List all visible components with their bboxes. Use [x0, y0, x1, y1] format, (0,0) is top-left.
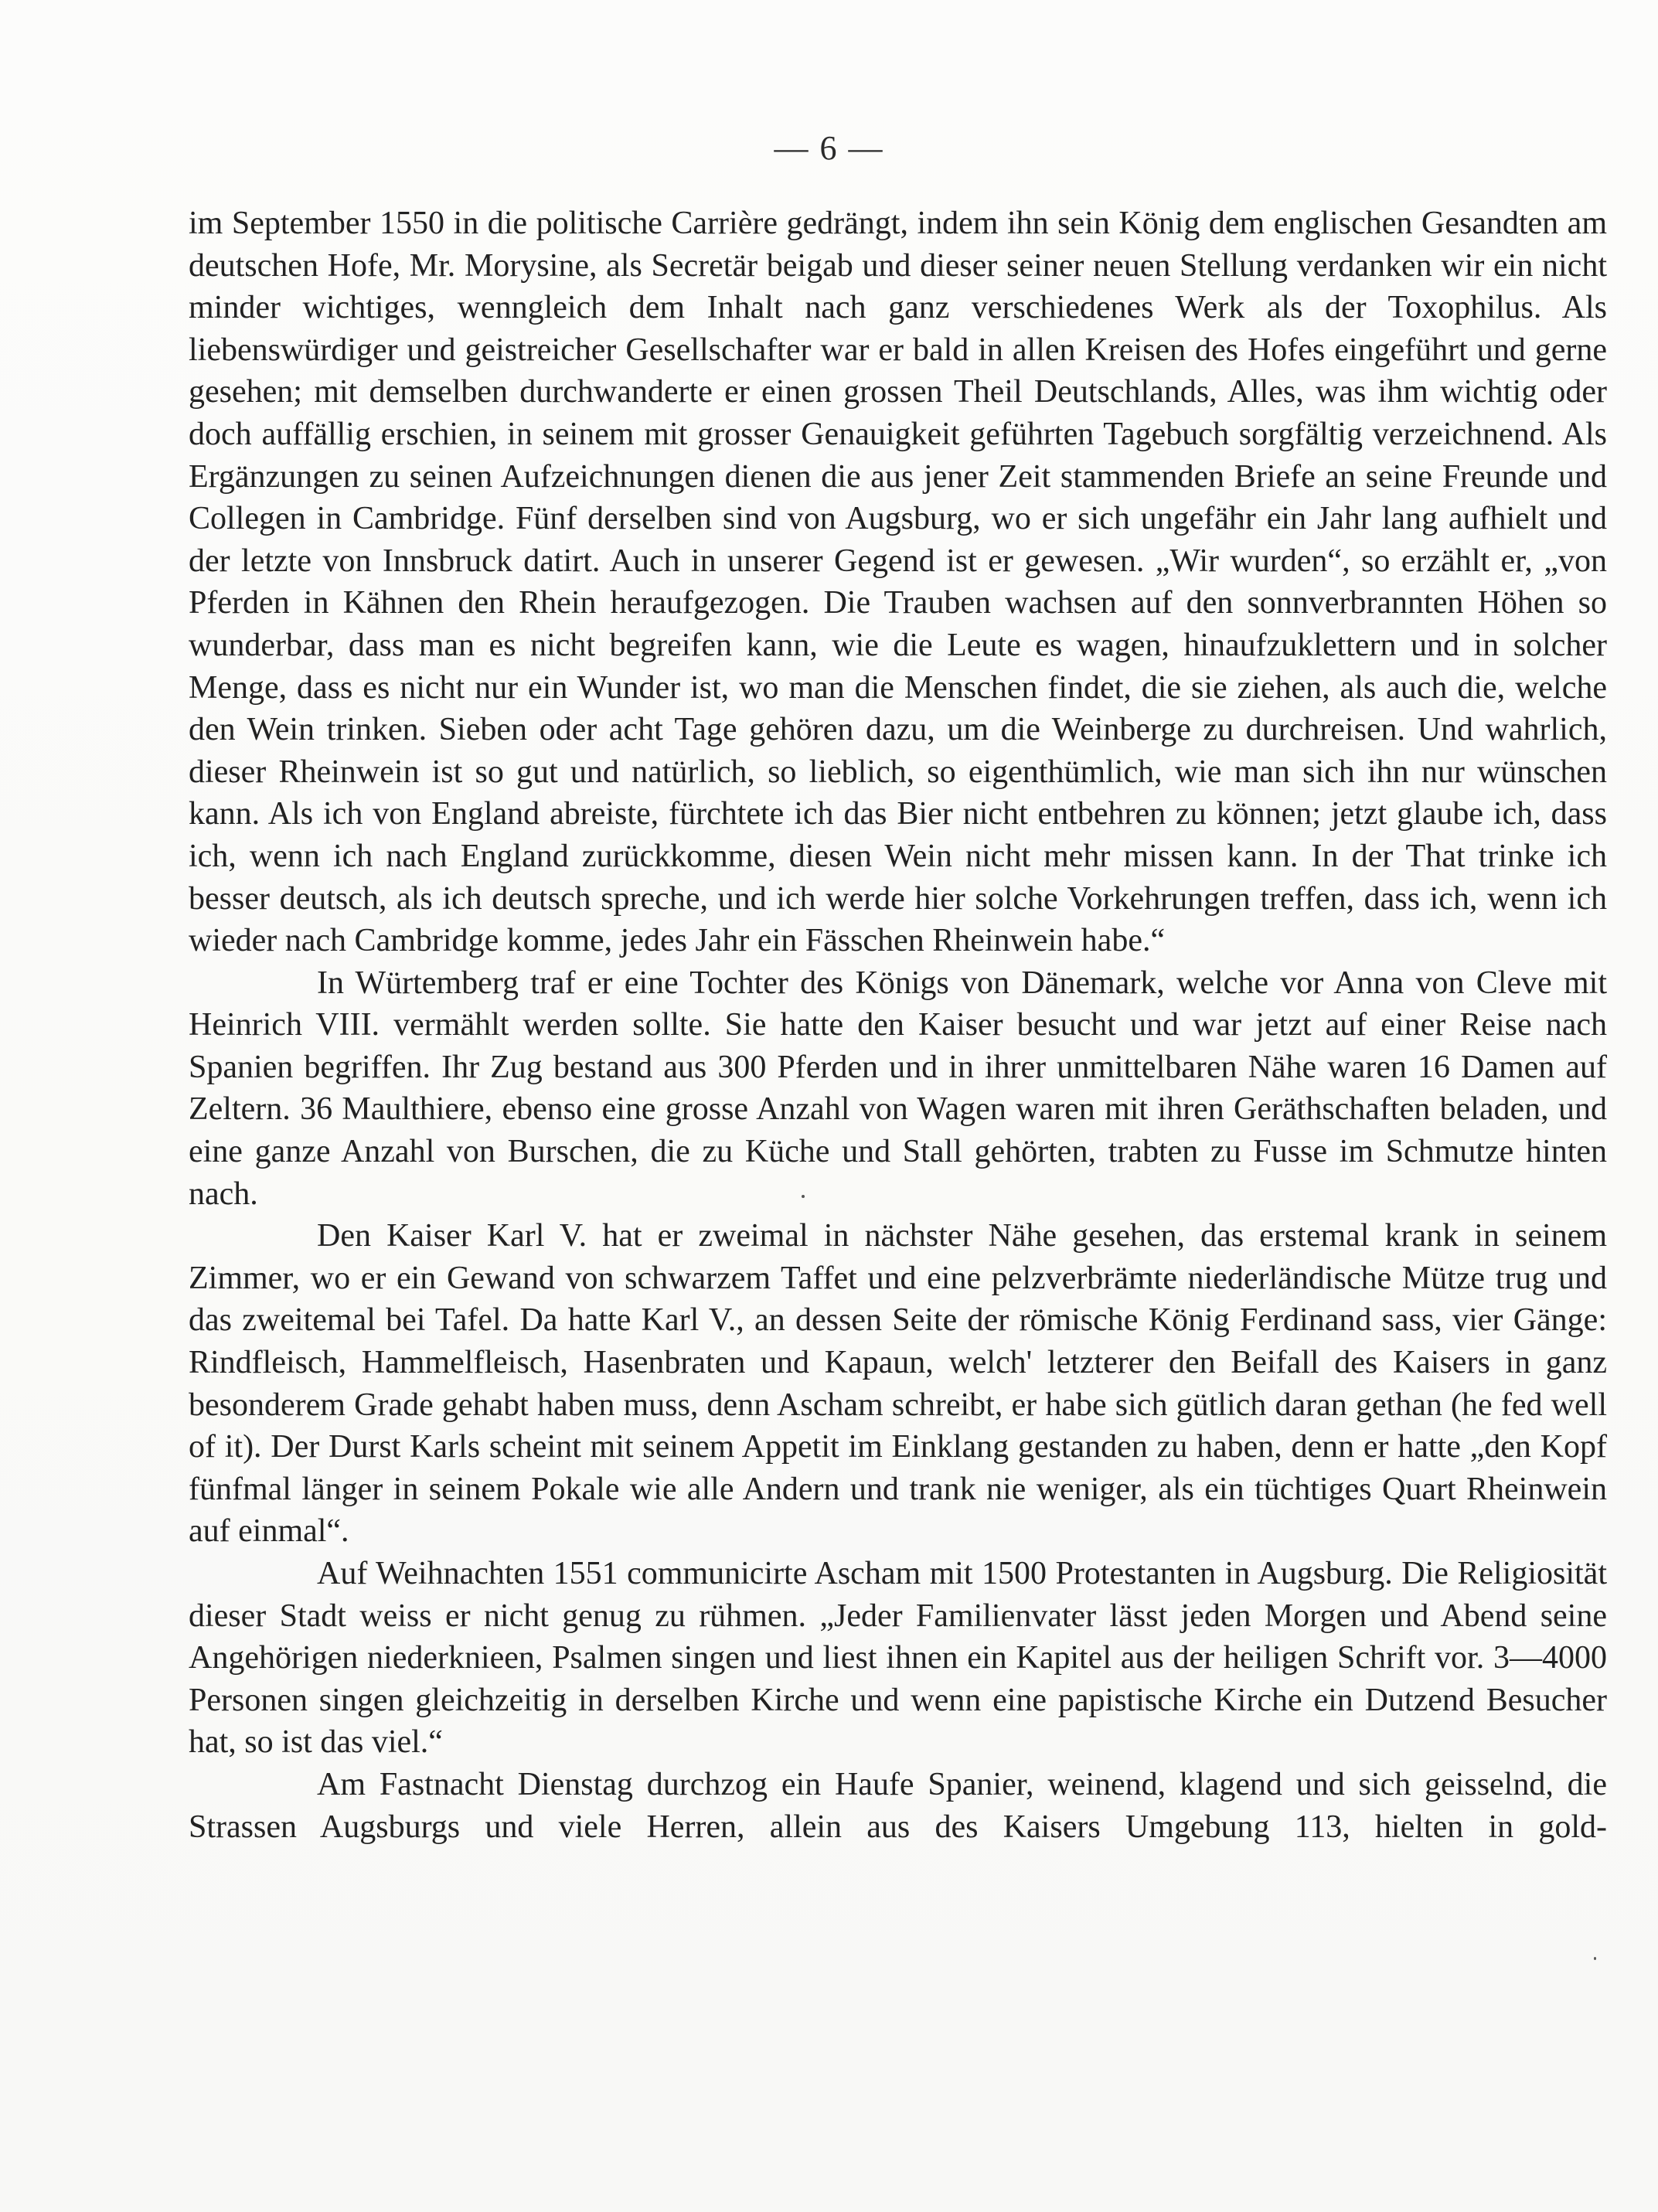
body-text [189, 202, 1607, 1848]
paragraph-2: In Würtemberg traf er eine Tochter des Königs von Dänemark, welche vor Anna von Cleve mit Heinrich VIII. vermählt werden sollte. Sie hatte den Kaiser besucht und war jetzt auf einer Reise nach Spanien begriffen. Ihr Zug bestand aus 300 Pferden und in ihrer unmittelbaren Nähe waren 16 Damen auf Zeltern. 36 Maulthiere, ebenso eine grosse Anzahl von Wagen waren mit ihren Geräthschaften beladen, und eine ganze Anzahl von Burschen, die zu Küche und Stall gehörten, trabten zu Fusse im Schmutze hinten nach. [189, 965, 1607, 1212]
paragraph-3: Den Kaiser Karl V. hat er zweimal in nächster Nähe gesehen, das erstemal krank in seinem Zimmer, wo er ein Gewand von schwarzem Taffet und eine pelzverbrämte niederländische Mütze trug und das zweitemal bei Tafel. Da hatte Karl V., an dessen Seite der römische König Ferdinand sass, vier Gänge: Rindfleisch, Hammelfleisch, Hasenbraten und Kapaun, welch' letzterer den Beifall des Kaisers in ganz besonderem Grade gehabt haben muss, denn Ascham schreibt, er habe sich gütlich daran gethan (he fed well of it). Der Durst Karls scheint mit seinem Appetit im Einklang gestanden zu haben, denn er hatte „den Kopf fünfmal länger in seinem Pokale wie alle Andern und trank nie weniger, als ein tüchtiges Quart Rheinwein auf einmal“. [189, 1218, 1607, 1550]
ink-speck [1594, 1957, 1596, 1960]
ink-speck [802, 1195, 805, 1198]
paragraph-1: im September 1550 in die politische Carrière gedrängt, indem ihn sein König dem englischen Gesandten am deutschen Hofe, Mr. Morysine, als Secretär beigab und dieser seiner neuen Stellung verdanken wir ein nicht minder wichtiges, wenngleich dem Inhalt nach ganz verschiedenes Werk als der Toxophilus. Als liebenswürdiger und geistreicher Gesellschafter war er bald in allen Kreisen des Hofes eingeführt und gerne gesehen; mit demselben durchwanderte er einen grossen Theil Deutschlands, Alles, was ihm wichtig oder doch auffällig erschien, in seinem mit grosser Genauigkeit geführten Tagebuch sorgfältig verzeichnend. Als Ergänzungen zu seinen Aufzeichnungen dienen die aus jener Zeit stammenden Briefe an seine Freunde und Collegen in Cambridge. Fünf derselben sind von Augsburg, wo er sich ungefähr ein Jahr lang aufhielt und der letzte von Innsbruck datirt. Auch in unserer Gegend ist er gewesen. „Wir wurden“, so erzählt er, „von Pferden in Kähnen den Rhein heraufgezogen. Die Trauben wachsen auf den sonnverbrannten Höhen so wunderbar, dass man es nicht begreifen kann, wie die Leute es wagen, hinaufzuklettern und in solcher Menge, dass es nicht nur ein Wunder ist, wo man die Menschen findet, die sie ziehen, als auch die, welche den Wein trinken. Sieben oder acht Tage gehören dazu, um die Weinberge zu durchreisen. Und wahrlich, dieser Rheinwein ist so gut und natürlich, so lieblich, so eigenthümlich, wie man sich ihn nur wünschen kann. Als ich von England abreiste, fürchtete ich das Bier nicht entbehren zu können; jetzt glaube ich, dass ich, wenn ich nach England zurückkomme, diesen Wein nicht mehr missen kann. In der That trinke ich besser deutsch, als ich deutsch spreche, und ich werde hier solche Vorkehrungen treffen, dass ich, wenn ich wieder nach Cambridge komme, jedes Jahr ein Fässchen Rheinwein habe.“ [189, 206, 1607, 959]
paragraph-4: Auf Weihnachten 1551 communicirte Ascham mit 1500 Protestanten in Augsburg. Die Religiosität dieser Stadt weiss er nicht genug zu rühmen. „Jeder Familienvater lässt jeden Morgen und Abend seine Angehörigen niederknieen, Psalmen singen und liest ihnen ein Kapitel aus der heiligen Schrift vor. 3—4000 Personen singen gleichzeitig in derselben Kirche und wenn eine papistische Kirche ein Dutzend Besucher hat, so ist das viel.“ [189, 1556, 1607, 1761]
page-number: — 6 — [774, 129, 884, 167]
paragraph-5: Am Fastnacht Dienstag durchzog ein Haufe Spanier, weinend, klagend und sich geisselnd, die Strassen Augsburgs und viele Herren, allein aus des Kaisers Umgebung 113, hielten in gold- [189, 1766, 1607, 1845]
